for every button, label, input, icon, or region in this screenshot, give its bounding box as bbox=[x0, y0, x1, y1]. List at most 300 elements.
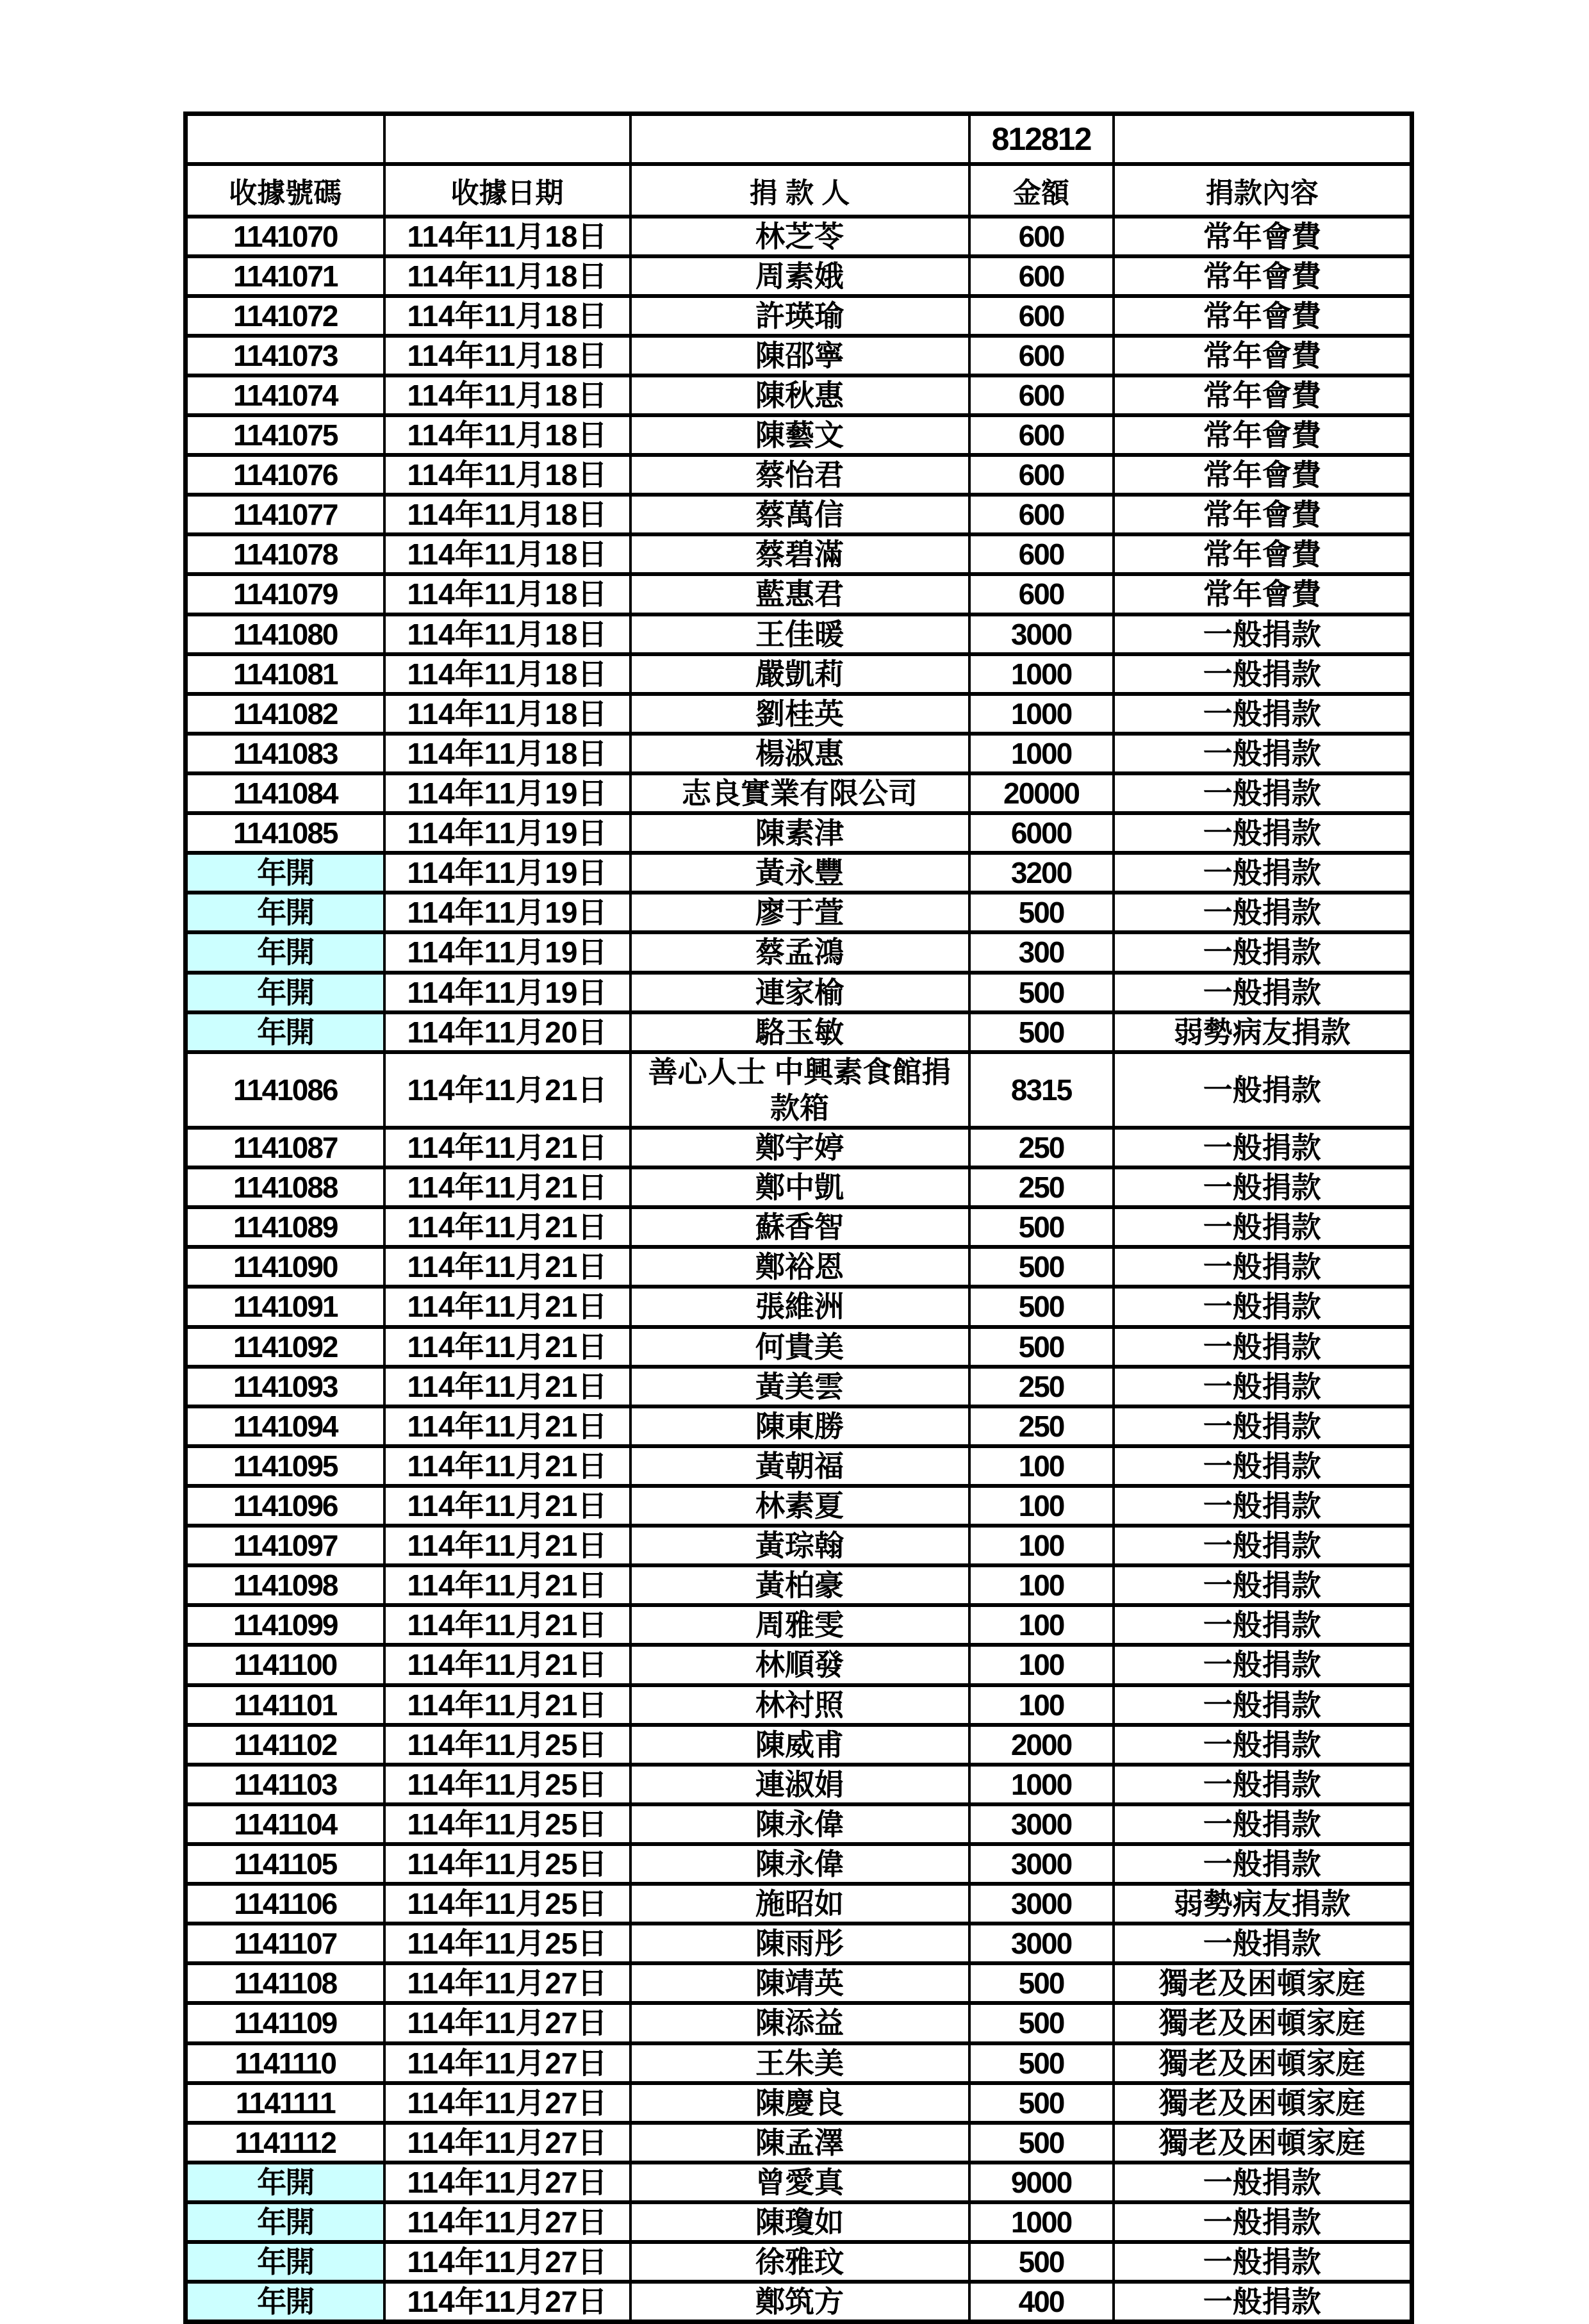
date-cell: 114年11月21日 bbox=[384, 1605, 630, 1645]
donor-cell: 陳永偉 bbox=[630, 1804, 969, 1844]
donor-cell: 陳雨彤 bbox=[630, 1924, 969, 1963]
receipt-cell: 1141081 bbox=[186, 654, 384, 694]
table-row bbox=[186, 1012, 1412, 1052]
content-cell: 一般捐款 bbox=[1114, 1565, 1412, 1605]
donor-cell: 陳添益 bbox=[630, 2003, 969, 2043]
date-cell: 114年11月21日 bbox=[384, 1526, 630, 1565]
date-cell: 114年11月25日 bbox=[384, 1765, 630, 1804]
content-cell: 獨老及困頓家庭 bbox=[1114, 2083, 1412, 2123]
date-cell: 114年11月18日 bbox=[384, 336, 630, 375]
table-row bbox=[186, 1645, 1412, 1685]
date-cell: 114年11月21日 bbox=[384, 1287, 630, 1326]
content-cell: 一般捐款 bbox=[1114, 1247, 1412, 1287]
date-cell: 114年11月27日 bbox=[384, 1963, 630, 2003]
content-cell: 常年會費 bbox=[1114, 217, 1412, 256]
receipt-cell: 1141079 bbox=[186, 574, 384, 614]
receipt-cell: 1141110 bbox=[186, 2043, 384, 2083]
amount-cell: 6000 bbox=[969, 813, 1114, 853]
receipt-cell: 年開 bbox=[186, 2242, 384, 2282]
content-cell: 常年會費 bbox=[1114, 574, 1412, 614]
content-cell: 一般捐款 bbox=[1114, 2242, 1412, 2282]
content-cell: 常年會費 bbox=[1114, 534, 1412, 574]
amount-cell: 400 bbox=[969, 2282, 1114, 2322]
date-cell: 114年11月21日 bbox=[384, 1565, 630, 1605]
donor-cell: 張維洲 bbox=[630, 1287, 969, 1326]
table-row bbox=[186, 2123, 1412, 2163]
table-row bbox=[186, 336, 1412, 375]
table-row bbox=[186, 1128, 1412, 1167]
table-row bbox=[186, 2083, 1412, 2123]
content-cell: 一般捐款 bbox=[1114, 1207, 1412, 1247]
table-row bbox=[186, 217, 1412, 256]
table-header-row bbox=[186, 164, 1412, 217]
receipt-cell: 1141096 bbox=[186, 1486, 384, 1526]
date-cell: 114年11月19日 bbox=[384, 813, 630, 853]
amount-cell: 2000 bbox=[969, 1725, 1114, 1765]
amount-cell: 500 bbox=[969, 1207, 1114, 1247]
donor-cell: 楊淑惠 bbox=[630, 734, 969, 773]
amount-cell: 250 bbox=[969, 1167, 1114, 1207]
table-row bbox=[186, 1167, 1412, 1207]
receipt-cell: 1141073 bbox=[186, 336, 384, 375]
donation-table bbox=[183, 111, 1414, 2324]
receipt-cell: 1141112 bbox=[186, 2123, 384, 2163]
donor-cell: 林衬照 bbox=[630, 1685, 969, 1725]
table-row bbox=[186, 2043, 1412, 2083]
donor-cell: 蔡怡君 bbox=[630, 455, 969, 495]
receipt-cell: 1141084 bbox=[186, 773, 384, 813]
donor-cell: 善心人士 中興素食館捐款箱 bbox=[630, 1052, 969, 1128]
receipt-cell: 1141111 bbox=[186, 2083, 384, 2123]
amount-cell: 300 bbox=[969, 932, 1114, 972]
table-row bbox=[186, 853, 1412, 893]
donor-cell: 陳靖英 bbox=[630, 1963, 969, 2003]
receipt-cell: 年開 bbox=[186, 853, 384, 893]
receipt-cell: 年開 bbox=[186, 1012, 384, 1052]
amount-cell: 600 bbox=[969, 455, 1114, 495]
col-header-receipt-number: 收據號碼 bbox=[186, 164, 384, 217]
donor-cell: 徐雅玟 bbox=[630, 2242, 969, 2282]
donor-cell: 鄭筑方 bbox=[630, 2282, 969, 2322]
table-row bbox=[186, 1247, 1412, 1287]
content-cell: 常年會費 bbox=[1114, 336, 1412, 375]
receipt-cell: 1141074 bbox=[186, 375, 384, 415]
amount-cell: 100 bbox=[969, 1685, 1114, 1725]
amount-cell: 100 bbox=[969, 1486, 1114, 1526]
receipt-cell: 1141101 bbox=[186, 1685, 384, 1725]
receipt-cell: 1141107 bbox=[186, 1924, 384, 1963]
col-header-receipt-date: 收據日期 bbox=[384, 164, 630, 217]
amount-cell: 500 bbox=[969, 893, 1114, 932]
content-cell: 常年會費 bbox=[1114, 296, 1412, 336]
content-cell: 一般捐款 bbox=[1114, 1128, 1412, 1167]
donor-cell: 陳慶良 bbox=[630, 2083, 969, 2123]
receipt-cell: 1141083 bbox=[186, 734, 384, 773]
date-cell: 114年11月21日 bbox=[384, 1128, 630, 1167]
table-row bbox=[186, 2163, 1412, 2202]
donor-cell: 林順發 bbox=[630, 1645, 969, 1685]
donor-cell: 陳藝文 bbox=[630, 415, 969, 455]
content-cell: 常年會費 bbox=[1114, 375, 1412, 415]
amount-cell: 600 bbox=[969, 534, 1114, 574]
content-cell: 一般捐款 bbox=[1114, 893, 1412, 932]
receipt-cell: 1141089 bbox=[186, 1207, 384, 1247]
date-cell: 114年11月18日 bbox=[384, 495, 630, 534]
content-cell: 一般捐款 bbox=[1114, 1167, 1412, 1207]
donor-cell: 陳瓊如 bbox=[630, 2202, 969, 2242]
amount-cell: 600 bbox=[969, 495, 1114, 534]
content-cell: 一般捐款 bbox=[1114, 813, 1412, 853]
content-cell: 一般捐款 bbox=[1114, 734, 1412, 773]
content-cell: 一般捐款 bbox=[1114, 1725, 1412, 1765]
table-row bbox=[186, 1963, 1412, 2003]
amount-cell: 3000 bbox=[969, 614, 1114, 654]
content-cell: 一般捐款 bbox=[1114, 1446, 1412, 1486]
amount-cell: 250 bbox=[969, 1128, 1114, 1167]
donor-cell: 鄭中凱 bbox=[630, 1167, 969, 1207]
content-cell: 一般捐款 bbox=[1114, 1367, 1412, 1406]
date-cell: 114年11月19日 bbox=[384, 773, 630, 813]
table-row bbox=[186, 932, 1412, 972]
date-cell: 114年11月21日 bbox=[384, 1327, 630, 1367]
amount-cell: 20000 bbox=[969, 773, 1114, 813]
amount-cell: 600 bbox=[969, 217, 1114, 256]
date-cell: 114年11月21日 bbox=[384, 1367, 630, 1406]
table-row bbox=[186, 296, 1412, 336]
donor-cell: 林芝苓 bbox=[630, 217, 969, 256]
date-cell: 114年11月21日 bbox=[384, 1446, 630, 1486]
content-cell: 一般捐款 bbox=[1114, 1645, 1412, 1685]
amount-cell: 8315 bbox=[969, 1052, 1114, 1128]
amount-cell: 500 bbox=[969, 2123, 1114, 2163]
date-cell: 114年11月18日 bbox=[384, 455, 630, 495]
table-row bbox=[186, 1367, 1412, 1406]
receipt-cell: 1141086 bbox=[186, 1052, 384, 1128]
donor-cell: 周雅雯 bbox=[630, 1605, 969, 1645]
amount-cell: 100 bbox=[969, 1605, 1114, 1645]
receipt-cell: 1141091 bbox=[186, 1287, 384, 1326]
content-cell: 一般捐款 bbox=[1114, 2163, 1412, 2202]
date-cell: 114年11月25日 bbox=[384, 1924, 630, 1963]
amount-cell: 250 bbox=[969, 1367, 1114, 1406]
receipt-cell: 1141082 bbox=[186, 694, 384, 734]
donor-cell: 蔡碧滿 bbox=[630, 534, 969, 574]
date-cell: 114年11月18日 bbox=[384, 534, 630, 574]
content-cell: 一般捐款 bbox=[1114, 1486, 1412, 1526]
amount-cell: 3000 bbox=[969, 1924, 1114, 1963]
amount-cell: 600 bbox=[969, 415, 1114, 455]
table-row bbox=[186, 1486, 1412, 1526]
amount-cell: 500 bbox=[969, 2242, 1114, 2282]
date-cell: 114年11月21日 bbox=[384, 1406, 630, 1446]
donor-cell: 陳秋惠 bbox=[630, 375, 969, 415]
table-row bbox=[186, 495, 1412, 534]
content-cell: 一般捐款 bbox=[1114, 2282, 1412, 2322]
content-cell: 一般捐款 bbox=[1114, 1924, 1412, 1963]
donor-cell: 曾愛真 bbox=[630, 2163, 969, 2202]
receipt-cell: 年開 bbox=[186, 973, 384, 1012]
amount-cell: 100 bbox=[969, 1565, 1114, 1605]
date-cell: 114年11月18日 bbox=[384, 734, 630, 773]
donor-cell: 王朱美 bbox=[630, 2043, 969, 2083]
donor-cell: 連家榆 bbox=[630, 973, 969, 1012]
content-cell: 獨老及困頓家庭 bbox=[1114, 2003, 1412, 2043]
table-row bbox=[186, 813, 1412, 853]
receipt-cell: 年開 bbox=[186, 893, 384, 932]
summary-empty-cell-4 bbox=[1114, 114, 1412, 164]
date-cell: 114年11月18日 bbox=[384, 415, 630, 455]
donor-cell: 志良實業有限公司 bbox=[630, 773, 969, 813]
date-cell: 114年11月18日 bbox=[384, 375, 630, 415]
receipt-cell: 1141092 bbox=[186, 1327, 384, 1367]
date-cell: 114年11月21日 bbox=[384, 1247, 630, 1287]
donor-cell: 施昭如 bbox=[630, 1884, 969, 1924]
date-cell: 114年11月19日 bbox=[384, 893, 630, 932]
content-cell: 一般捐款 bbox=[1114, 654, 1412, 694]
content-cell: 一般捐款 bbox=[1114, 1287, 1412, 1326]
receipt-cell: 1141071 bbox=[186, 256, 384, 296]
content-cell: 一般捐款 bbox=[1114, 1804, 1412, 1844]
table-row bbox=[186, 614, 1412, 654]
content-cell: 一般捐款 bbox=[1114, 773, 1412, 813]
receipt-cell: 1141108 bbox=[186, 1963, 384, 2003]
summary-row bbox=[186, 114, 1412, 164]
content-cell: 獨老及困頓家庭 bbox=[1114, 1963, 1412, 2003]
amount-cell: 600 bbox=[969, 296, 1114, 336]
amount-cell: 600 bbox=[969, 574, 1114, 614]
date-cell: 114年11月18日 bbox=[384, 694, 630, 734]
summary-total-cell: 812812 bbox=[969, 114, 1114, 164]
date-cell: 114年11月19日 bbox=[384, 932, 630, 972]
date-cell: 114年11月25日 bbox=[384, 1884, 630, 1924]
content-cell: 一般捐款 bbox=[1114, 973, 1412, 1012]
content-cell: 一般捐款 bbox=[1114, 1685, 1412, 1725]
date-cell: 114年11月21日 bbox=[384, 1486, 630, 1526]
date-cell: 114年11月27日 bbox=[384, 2003, 630, 2043]
date-cell: 114年11月25日 bbox=[384, 1844, 630, 1884]
receipt-cell: 1141102 bbox=[186, 1725, 384, 1765]
receipt-cell: 1141109 bbox=[186, 2003, 384, 2043]
receipt-cell: 1141072 bbox=[186, 296, 384, 336]
amount-cell: 3200 bbox=[969, 853, 1114, 893]
table-row bbox=[186, 1207, 1412, 1247]
date-cell: 114年11月21日 bbox=[384, 1052, 630, 1128]
amount-cell: 500 bbox=[969, 1247, 1114, 1287]
donor-cell: 鄭裕恩 bbox=[630, 1247, 969, 1287]
donor-cell: 劉桂英 bbox=[630, 694, 969, 734]
content-cell: 一般捐款 bbox=[1114, 1526, 1412, 1565]
receipt-cell: 1141078 bbox=[186, 534, 384, 574]
receipt-cell: 年開 bbox=[186, 2202, 384, 2242]
summary-empty-cell-1 bbox=[186, 114, 384, 164]
date-cell: 114年11月27日 bbox=[384, 2123, 630, 2163]
content-cell: 獨老及困頓家庭 bbox=[1114, 2043, 1412, 2083]
table-row bbox=[186, 893, 1412, 932]
donor-cell: 陳永偉 bbox=[630, 1844, 969, 1884]
date-cell: 114年11月18日 bbox=[384, 256, 630, 296]
table-row bbox=[186, 973, 1412, 1012]
date-cell: 114年11月25日 bbox=[384, 1725, 630, 1765]
amount-cell: 500 bbox=[969, 973, 1114, 1012]
content-cell: 一般捐款 bbox=[1114, 853, 1412, 893]
donor-cell: 周素娥 bbox=[630, 256, 969, 296]
receipt-cell: 1141077 bbox=[186, 495, 384, 534]
content-cell: 一般捐款 bbox=[1114, 1605, 1412, 1645]
receipt-cell: 1141085 bbox=[186, 813, 384, 853]
donor-cell: 陳邵寧 bbox=[630, 336, 969, 375]
date-cell: 114年11月21日 bbox=[384, 1685, 630, 1725]
amount-cell: 1000 bbox=[969, 694, 1114, 734]
amount-cell: 3000 bbox=[969, 1884, 1114, 1924]
donor-cell: 蘇香智 bbox=[630, 1207, 969, 1247]
receipt-cell: 1141106 bbox=[186, 1884, 384, 1924]
amount-cell: 600 bbox=[969, 336, 1114, 375]
donor-cell: 黃柏豪 bbox=[630, 1565, 969, 1605]
donor-cell: 黃美雲 bbox=[630, 1367, 969, 1406]
table-row bbox=[186, 1406, 1412, 1446]
receipt-cell: 1141100 bbox=[186, 1645, 384, 1685]
table-row bbox=[186, 1725, 1412, 1765]
amount-cell: 500 bbox=[969, 1327, 1114, 1367]
date-cell: 114年11月27日 bbox=[384, 2043, 630, 2083]
table-row bbox=[186, 574, 1412, 614]
amount-cell: 3000 bbox=[969, 1844, 1114, 1884]
col-header-donation-content: 捐款內容 bbox=[1114, 164, 1412, 217]
receipt-cell: 1141090 bbox=[186, 1247, 384, 1287]
receipt-cell: 1141097 bbox=[186, 1526, 384, 1565]
amount-cell: 3000 bbox=[969, 1804, 1114, 1844]
table-row bbox=[186, 654, 1412, 694]
donor-cell: 連淑娟 bbox=[630, 1765, 969, 1804]
date-cell: 114年11月18日 bbox=[384, 574, 630, 614]
amount-cell: 500 bbox=[969, 2043, 1114, 2083]
amount-cell: 500 bbox=[969, 1963, 1114, 2003]
amount-cell: 100 bbox=[969, 1446, 1114, 1486]
receipt-cell: 1141088 bbox=[186, 1167, 384, 1207]
content-cell: 一般捐款 bbox=[1114, 1844, 1412, 1884]
donor-cell: 蔡孟鴻 bbox=[630, 932, 969, 972]
receipt-cell: 1141099 bbox=[186, 1605, 384, 1645]
table-row bbox=[186, 2202, 1412, 2242]
table-row bbox=[186, 375, 1412, 415]
date-cell: 114年11月21日 bbox=[384, 1645, 630, 1685]
table-row bbox=[186, 773, 1412, 813]
col-header-amount: 金額 bbox=[969, 164, 1114, 217]
table-row bbox=[186, 256, 1412, 296]
table-row bbox=[186, 2003, 1412, 2043]
table-row bbox=[186, 1605, 1412, 1645]
amount-cell: 250 bbox=[969, 1406, 1114, 1446]
table-row bbox=[186, 694, 1412, 734]
donor-cell: 廖于萱 bbox=[630, 893, 969, 932]
amount-cell: 1000 bbox=[969, 734, 1114, 773]
amount-cell: 600 bbox=[969, 256, 1114, 296]
donor-cell: 黃琮翰 bbox=[630, 1526, 969, 1565]
donor-cell: 嚴凱莉 bbox=[630, 654, 969, 694]
content-cell: 一般捐款 bbox=[1114, 1052, 1412, 1128]
date-cell: 114年11月18日 bbox=[384, 654, 630, 694]
donor-cell: 駱玉敏 bbox=[630, 1012, 969, 1052]
content-cell: 常年會費 bbox=[1114, 455, 1412, 495]
amount-cell: 1000 bbox=[969, 654, 1114, 694]
amount-cell: 500 bbox=[969, 1287, 1114, 1326]
amount-cell: 600 bbox=[969, 375, 1114, 415]
col-header-donor: 捐 款 人 bbox=[630, 164, 969, 217]
amount-cell: 1000 bbox=[969, 2202, 1114, 2242]
date-cell: 114年11月18日 bbox=[384, 296, 630, 336]
donor-cell: 藍惠君 bbox=[630, 574, 969, 614]
receipt-cell: 1141095 bbox=[186, 1446, 384, 1486]
content-cell: 弱勢病友捐款 bbox=[1114, 1884, 1412, 1924]
donor-cell: 蔡萬信 bbox=[630, 495, 969, 534]
receipt-cell: 1141080 bbox=[186, 614, 384, 654]
amount-cell: 1000 bbox=[969, 1765, 1114, 1804]
content-cell: 常年會費 bbox=[1114, 256, 1412, 296]
date-cell: 114年11月20日 bbox=[384, 1012, 630, 1052]
receipt-cell: 1141076 bbox=[186, 455, 384, 495]
table-row bbox=[186, 1327, 1412, 1367]
donor-cell: 王佳暖 bbox=[630, 614, 969, 654]
table-row bbox=[186, 415, 1412, 455]
content-cell: 獨老及困頓家庭 bbox=[1114, 2123, 1412, 2163]
content-cell: 一般捐款 bbox=[1114, 614, 1412, 654]
content-cell: 一般捐款 bbox=[1114, 1765, 1412, 1804]
receipt-cell: 年開 bbox=[186, 2282, 384, 2322]
receipt-cell: 1141103 bbox=[186, 1765, 384, 1804]
table-row bbox=[186, 455, 1412, 495]
donor-cell: 許瑛瑜 bbox=[630, 296, 969, 336]
date-cell: 114年11月25日 bbox=[384, 1804, 630, 1844]
table-row bbox=[186, 1685, 1412, 1725]
receipt-cell: 1141094 bbox=[186, 1406, 384, 1446]
amount-cell: 9000 bbox=[969, 2163, 1114, 2202]
date-cell: 114年11月21日 bbox=[384, 1207, 630, 1247]
date-cell: 114年11月18日 bbox=[384, 614, 630, 654]
table-body bbox=[186, 217, 1412, 2322]
receipt-cell: 年開 bbox=[186, 2163, 384, 2202]
table-row bbox=[186, 534, 1412, 574]
receipt-cell: 1141104 bbox=[186, 1804, 384, 1844]
table-row bbox=[186, 2242, 1412, 2282]
content-cell: 一般捐款 bbox=[1114, 694, 1412, 734]
donor-cell: 鄭宇婷 bbox=[630, 1128, 969, 1167]
date-cell: 114年11月19日 bbox=[384, 973, 630, 1012]
amount-cell: 100 bbox=[969, 1526, 1114, 1565]
table-row bbox=[186, 1765, 1412, 1804]
date-cell: 114年11月19日 bbox=[384, 853, 630, 893]
receipt-cell: 1141070 bbox=[186, 217, 384, 256]
summary-empty-cell-2 bbox=[384, 114, 630, 164]
content-cell: 一般捐款 bbox=[1114, 2202, 1412, 2242]
table-row bbox=[186, 1804, 1412, 1844]
table-row bbox=[186, 2282, 1412, 2322]
donor-cell: 陳東勝 bbox=[630, 1406, 969, 1446]
receipt-cell: 1141093 bbox=[186, 1367, 384, 1406]
date-cell: 114年11月18日 bbox=[384, 217, 630, 256]
table-row bbox=[186, 1924, 1412, 1963]
date-cell: 114年11月27日 bbox=[384, 2083, 630, 2123]
date-cell: 114年11月27日 bbox=[384, 2242, 630, 2282]
content-cell: 一般捐款 bbox=[1114, 932, 1412, 972]
receipt-cell: 1141105 bbox=[186, 1844, 384, 1884]
summary-empty-cell-3 bbox=[630, 114, 969, 164]
table-row bbox=[186, 1884, 1412, 1924]
receipt-cell: 1141087 bbox=[186, 1128, 384, 1167]
donor-cell: 陳威甫 bbox=[630, 1725, 969, 1765]
table-row bbox=[186, 1446, 1412, 1486]
content-cell: 一般捐款 bbox=[1114, 1327, 1412, 1367]
table-row bbox=[186, 734, 1412, 773]
